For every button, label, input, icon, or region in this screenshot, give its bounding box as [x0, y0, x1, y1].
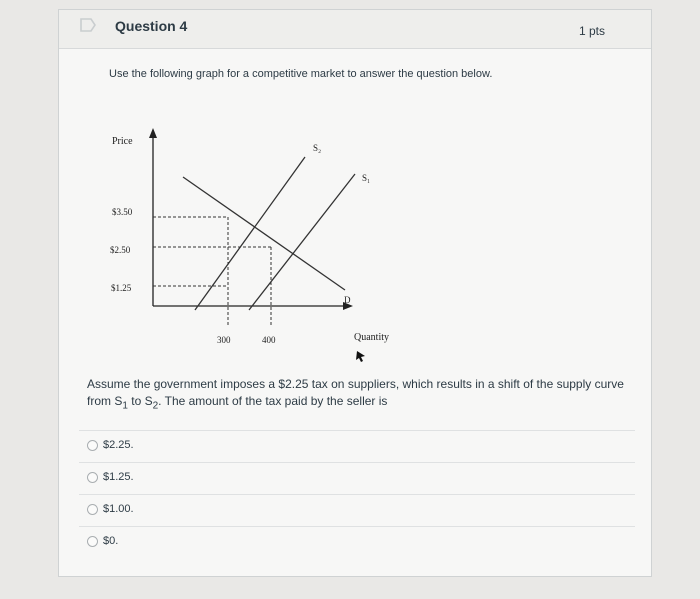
radio-button[interactable] — [87, 440, 98, 451]
answer-label: $0. — [103, 535, 119, 547]
supply-demand-graph — [99, 120, 429, 370]
answer-list — [79, 430, 635, 558]
radio-button[interactable] — [87, 472, 98, 483]
question-header — [59, 10, 651, 49]
quantity-label-300: 300 — [217, 335, 231, 345]
price-label-125: $1.25 — [111, 283, 132, 293]
supply-curve-s2 — [195, 157, 305, 310]
price-label-250: $2.50 — [110, 245, 131, 255]
curve-label-s2: S₂ — [313, 143, 322, 153]
price-label-350: $3.50 — [112, 207, 133, 217]
mouse-pointer-icon — [356, 351, 365, 362]
question-prompt: Use the following graph for a competitive market to answer the question below. — [109, 68, 493, 80]
answer-option-4[interactable] — [79, 526, 635, 558]
answer-label: $2.25. — [103, 439, 134, 451]
radio-button[interactable] — [87, 536, 98, 547]
supply-curve-s1 — [249, 174, 355, 310]
question-title: Question 4 — [115, 18, 188, 34]
y-axis-arrow — [149, 128, 157, 138]
x-axis-label: Quantity — [354, 332, 389, 343]
question-text: Assume the government imposes a $2.25 tax on suppliers, which results in a shift of the supply curve from $S_1$ to $S_2$. The amount of the tax paid by the seller is — [87, 377, 624, 412]
answer-option-2[interactable] — [79, 462, 635, 494]
question-points: 1 pts — [578, 24, 605, 38]
radio-button[interactable] — [87, 504, 98, 515]
answer-option-1[interactable] — [79, 430, 635, 462]
demand-curve — [183, 177, 345, 290]
curve-label-s1: S₁ — [362, 173, 371, 183]
answer-label: $1.00. — [103, 503, 134, 515]
y-axis-label: Price — [112, 136, 133, 147]
answer-option-3[interactable] — [79, 494, 635, 526]
question-card — [58, 9, 652, 577]
curve-label-d: D — [344, 295, 351, 305]
quantity-label-400: 400 — [262, 335, 276, 345]
flag-icon[interactable] — [79, 17, 97, 33]
answer-label: $1.25. — [103, 471, 134, 483]
